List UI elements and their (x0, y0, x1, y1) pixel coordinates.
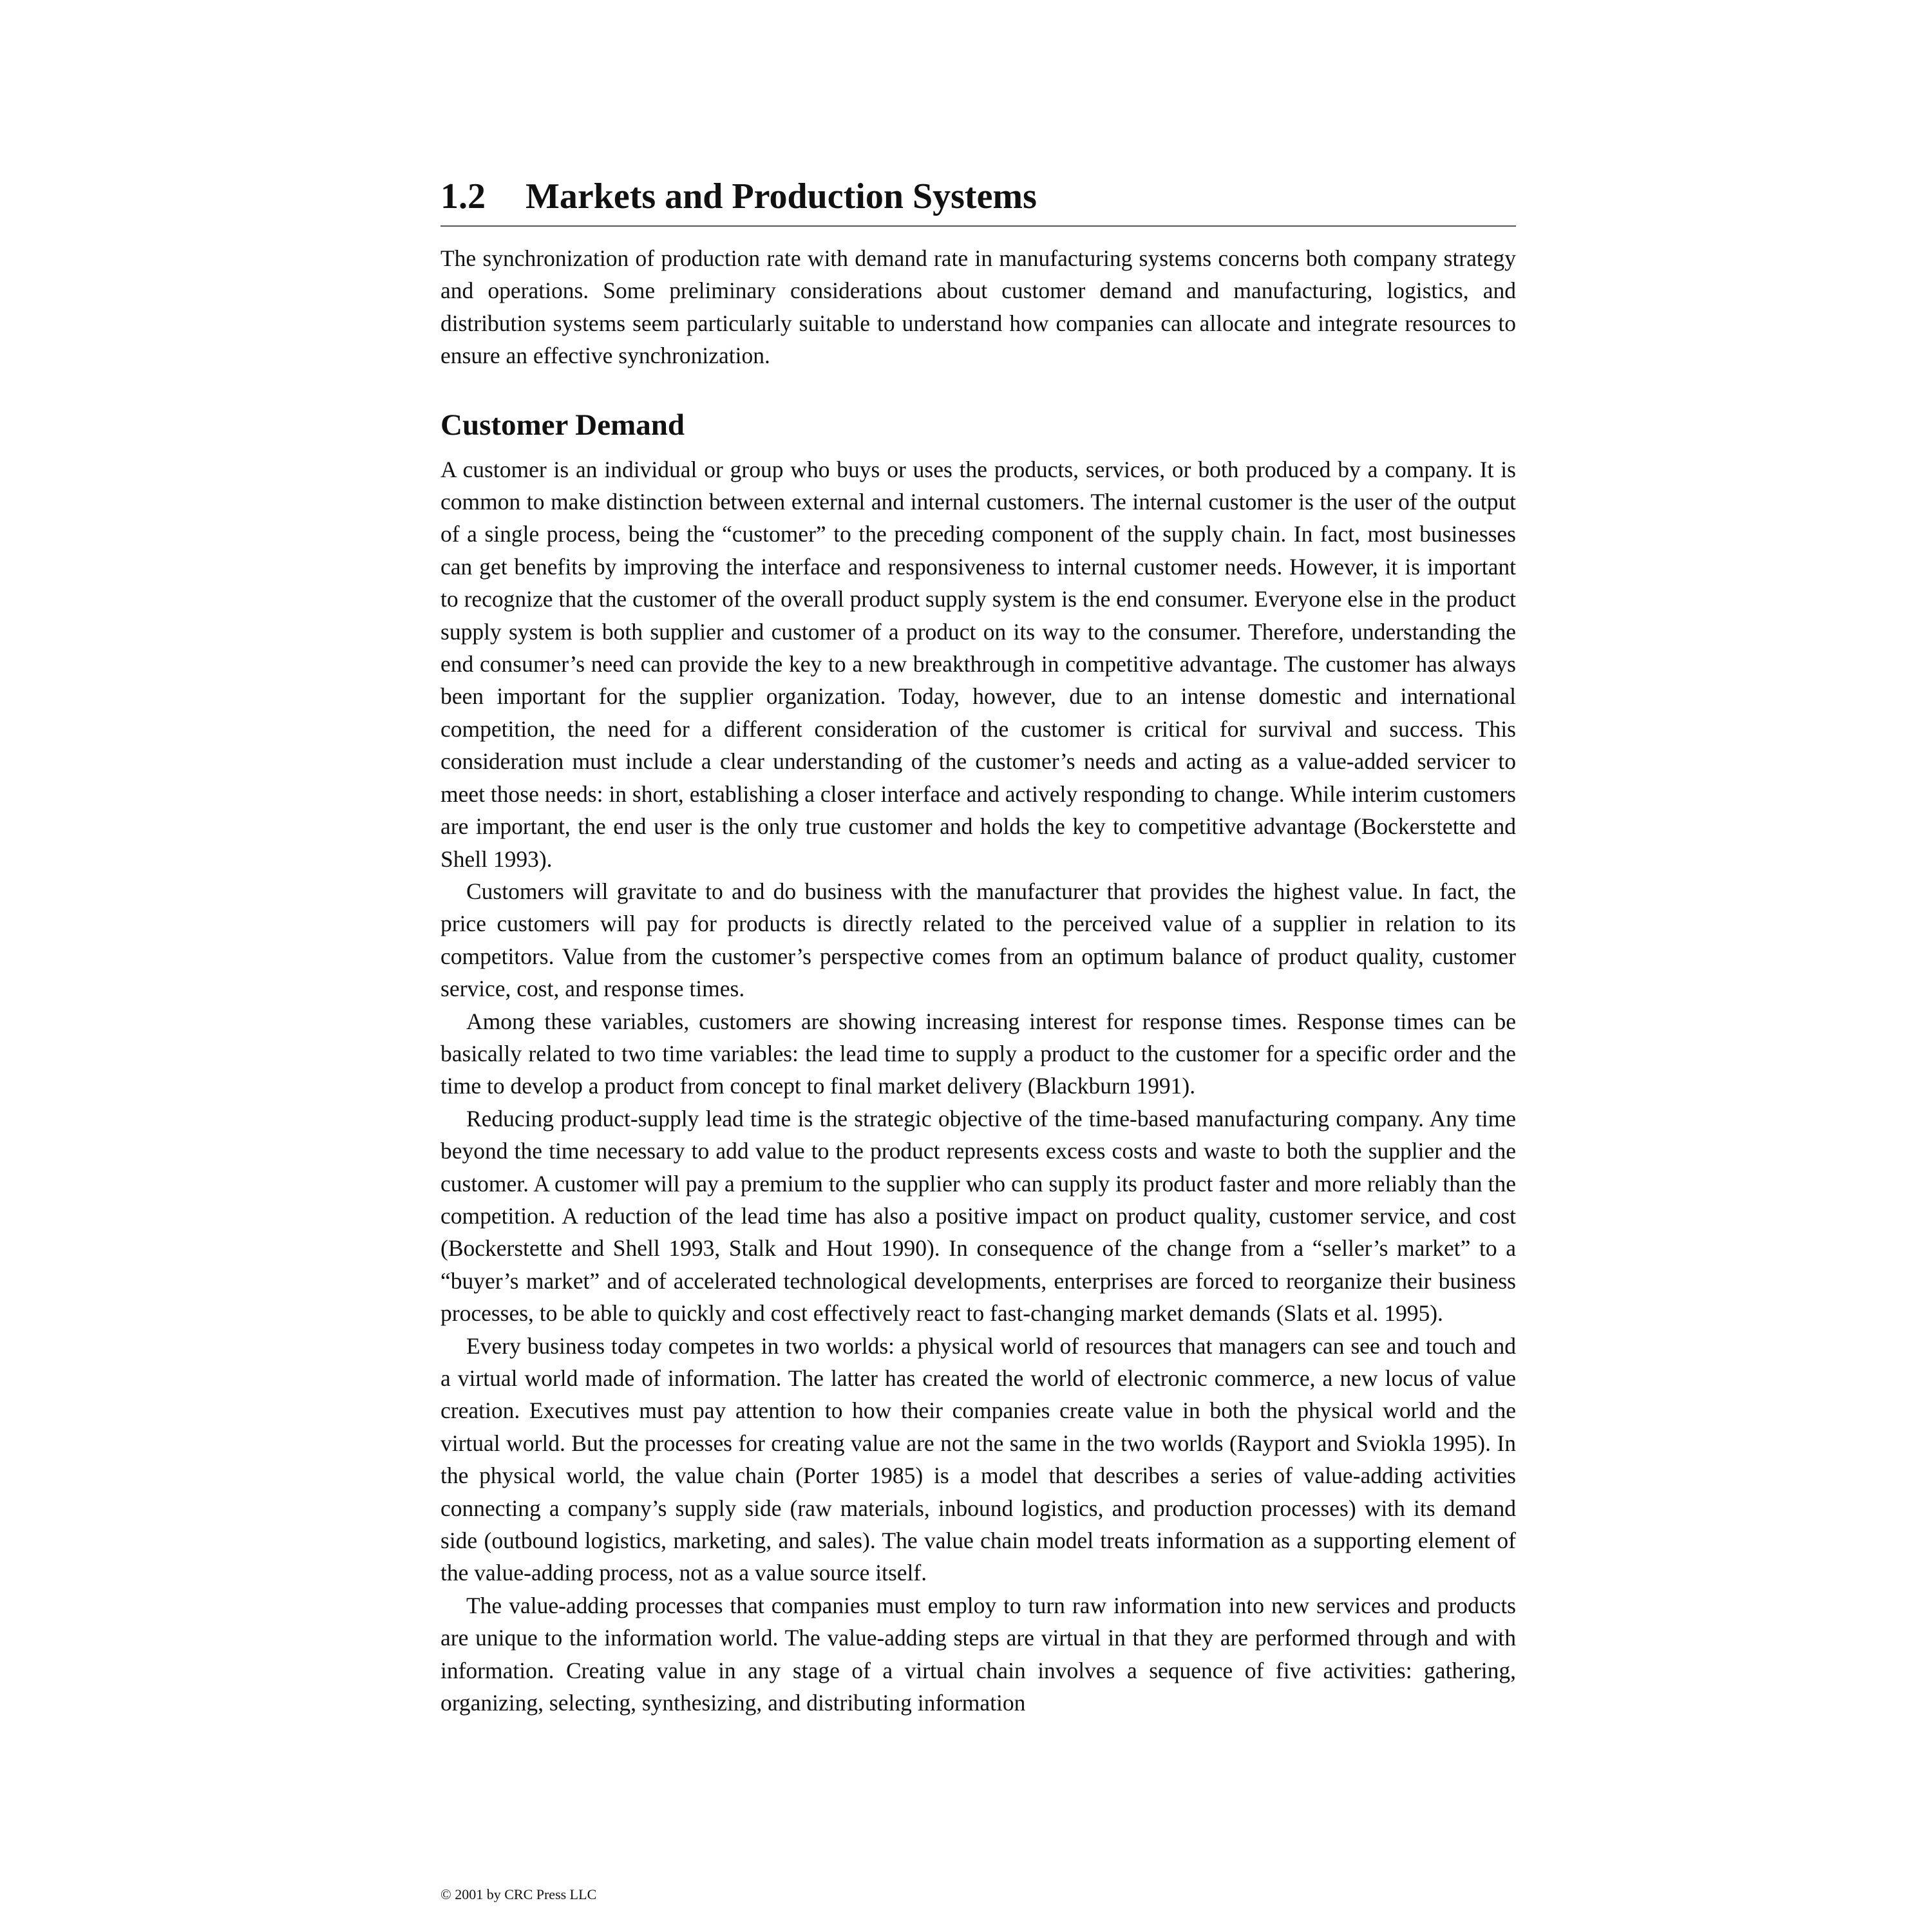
body-paragraph: The value-adding processes that companies must employ to turn raw information into new services and products are unique to the information world. The value-adding steps are virtual in that they are performed through and with information. Creating value in any stage of a virtual chain involves a sequence of five activities: gathering, organizing, selecting, synthesizing, and distributing information (440, 1592, 1516, 1716)
copyright-footer: © 2001 by CRC Press LLC (440, 1886, 597, 1902)
intro-paragraph: The synchronization of production rate with demand rate in manufacturing systems concerns both company strategy and operations. Some preliminary considerations about customer demand and manufacturing, logistics, and distribution systems seem particularly suitable to understand how companies can allocate and integrate resources to ensure an effective synchronization. (440, 245, 1516, 369)
page-content (440, 174, 1516, 1719)
body-paragraph: Customers will gravitate to and do business with the manufacturer that provides the highest value. In fact, the price customers will pay for products is directly related to the perceived value of a supplier in relation to its competitors. Value from the customer’s perspective comes from an optimum balance of product quality, customer service, cost, and response times. (440, 878, 1516, 1002)
subsection-heading: Customer Demand (440, 408, 685, 442)
section-title: Markets and Production Systems (526, 176, 1037, 216)
section-number: 1.2 (440, 176, 486, 216)
body-paragraph: Every business today competes in two worlds: a physical world of resources that managers can see and touch and a virtual world made of information. The latter has created the world of electronic commerce, a new locus of value creation. Executives must pay attention to how their companies create value in both the physical world and the virtual world. But the processes for creating value are not the same in the two worlds (Rayport and Sviokla 1995). In the physical world, the value chain (Porter 1985) is a model that describes a series of value-adding activities connecting a company’s supply side (raw materials, inbound logistics, and production processes) with its demand side (outbound logistics, marketing, and sales). The value chain model treats information as a supporting element of the value-adding process, not as a value source itself. (440, 1332, 1516, 1586)
body-paragraph: Among these variables, customers are showing increasing interest for response times. Response times can be basically related to two time variables: the lead time to supply a product to the customer for a specific order and the time to develop a product from concept to final market delivery (Blackburn 1991). (440, 1008, 1516, 1099)
section-heading (440, 174, 1516, 227)
body-paragraph: A customer is an individual or group who buys or uses the products, services, or both produced by a company. It is common to make distinction between external and internal customers. The internal customer is the user of the output of a single process, being the “customer” to the preceding component of the supply chain. In fact, most businesses can get benefits by improving the interface and responsiveness to internal customer needs. However, it is important to recognize that the customer of the overall product supply system is the end consumer. Everyone else in the product supply system is both supplier and customer of a product on its way to the consumer. Therefore, understanding the end consumer’s need can provide the key to a new breakthrough in competitive advantage. The customer has always been important for the supplier organization. Today, however, due to an intense domestic and international competition, the need for a different consideration of the customer is critical for survival and success. This consideration must include a clear understanding of the customer’s needs and acting as a value-added servicer to meet those needs: in short, establishing a closer interface and actively responding to change. While interim customers are important, the end user is the only true customer and holds the key to competitive advantage (Bockerstette and Shell 1993). (440, 456, 1516, 872)
body-paragraph: Reducing product-supply lead time is the strategic objective of the time-based manufacturing company. Any time beyond the time necessary to add value to the product represents excess costs and waste to both the supplier and the customer. A customer will pay a premium to the supplier who can supply its product faster and more reliably than the competition. A reduction of the lead time has also a positive impact on product quality, customer service, and cost (Bockerstette and Shell 1993, Stalk and Hout 1990). In consequence of the change from a “seller’s market” to a “buyer’s market” and of accelerated technological developments, enterprises are forced to reorganize their business processes, to be able to quickly and cost effectively react to fast-changing market demands (Slats et al. 1995). (440, 1105, 1516, 1327)
